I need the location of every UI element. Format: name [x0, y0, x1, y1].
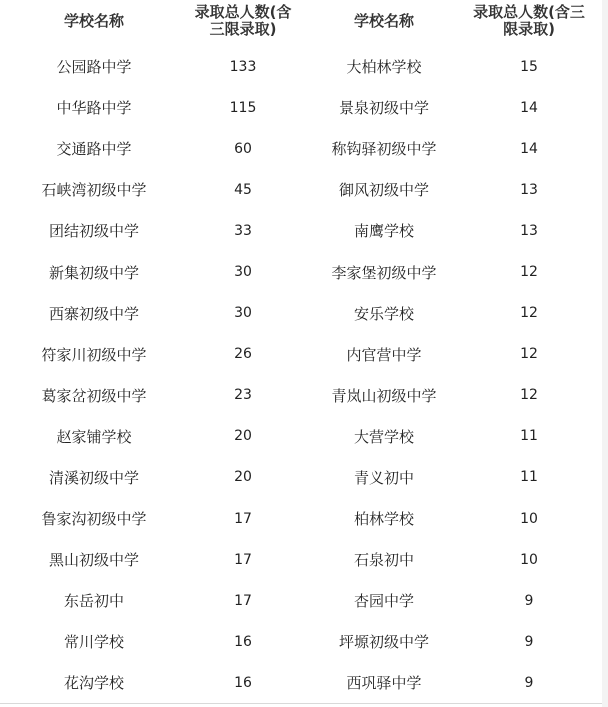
school-name-cell: 中华路中学	[56, 99, 132, 118]
admission-count-cell: 17	[234, 551, 252, 568]
school-name-cell: 御风初级中学	[338, 181, 429, 200]
school-name-cell: 内官营中学	[346, 345, 422, 364]
school-name-cell: 坪塬初级中学	[338, 633, 429, 652]
admission-count-cell: 9	[524, 592, 534, 609]
school-name-cell: 东岳初中	[63, 592, 124, 611]
school-name-cell: 西巩驿中学	[346, 674, 422, 693]
admission-count-cell: 9	[524, 633, 534, 650]
school-name-cell: 柏林学校	[353, 510, 414, 529]
admission-count-cell: 12	[520, 387, 538, 404]
table-row	[0, 539, 608, 580]
header-school-name-left: 学校名称	[63, 11, 124, 30]
admission-count-cell: 17	[234, 592, 252, 609]
admission-count-cell: 26	[234, 346, 252, 363]
table-body	[0, 46, 608, 704]
admission-count-cell: 15	[520, 58, 538, 75]
admission-count-cell: 14	[520, 99, 538, 116]
school-name-cell: 景泉初级中学	[338, 99, 429, 118]
table-header	[0, 0, 608, 42]
school-name-cell: 常川学校	[63, 633, 124, 652]
admission-count-cell: 30	[234, 305, 252, 322]
school-name-cell: 南鹰学校	[353, 222, 414, 241]
school-name-cell: 西寨初级中学	[48, 304, 139, 323]
table-row	[0, 46, 608, 87]
school-name-cell: 鲁家沟初级中学	[41, 510, 147, 529]
table-row	[0, 662, 608, 703]
school-name-cell: 大柏林学校	[346, 58, 422, 77]
school-name-cell: 大营学校	[353, 427, 414, 446]
admission-count-cell: 12	[520, 264, 538, 281]
header-admission-count-left: 录取总人数(含三限录取)	[194, 3, 292, 38]
table-row	[0, 251, 608, 292]
admission-count-cell: 13	[520, 222, 538, 239]
admission-count-cell: 60	[234, 140, 252, 157]
admission-count-cell: 23	[234, 387, 252, 404]
school-name-cell: 青义初中	[353, 468, 414, 487]
table-row	[0, 334, 608, 375]
school-name-cell: 杏园中学	[353, 592, 414, 611]
school-name-cell: 石泉初中	[353, 551, 414, 570]
admission-count-cell: 16	[234, 674, 252, 691]
school-name-cell: 称钩驿初级中学	[331, 140, 437, 159]
header-school-name-right: 学校名称	[353, 11, 414, 30]
school-name-cell: 石峡湾初级中学	[41, 181, 147, 200]
admission-count-cell: 11	[520, 428, 538, 445]
admission-count-cell: 45	[234, 181, 252, 198]
admission-count-cell: 16	[234, 633, 252, 650]
admission-count-cell: 20	[234, 469, 252, 486]
table-row	[0, 580, 608, 621]
table-row	[0, 498, 608, 539]
school-name-cell: 符家川初级中学	[41, 345, 147, 364]
table-row	[0, 457, 608, 498]
admission-count-cell: 12	[520, 346, 538, 363]
header-admission-count-right: 录取总人数(含三限录取)	[473, 3, 585, 38]
school-name-cell: 青岚山初级中学	[331, 386, 437, 405]
admission-count-cell: 10	[520, 551, 538, 568]
admission-count-cell: 12	[520, 305, 538, 322]
table-row	[0, 621, 608, 662]
admission-count-cell: 13	[520, 181, 538, 198]
school-name-cell: 葛家岔初级中学	[41, 386, 147, 405]
table-bottom-divider	[0, 703, 608, 704]
admission-count-cell: 20	[234, 428, 252, 445]
school-name-cell: 赵家铺学校	[56, 427, 132, 446]
admission-count-cell: 115	[229, 99, 257, 116]
school-name-cell: 花沟学校	[63, 674, 124, 693]
admission-count-cell: 30	[234, 264, 252, 281]
admission-count-cell: 9	[524, 674, 534, 691]
admission-count-cell: 17	[234, 510, 252, 527]
table-row	[0, 293, 608, 334]
scrollbar-track[interactable]	[602, 0, 608, 707]
school-name-cell: 公园路中学	[56, 58, 132, 77]
table-row	[0, 416, 608, 457]
admission-count-cell: 11	[520, 469, 538, 486]
school-name-cell: 清溪初级中学	[48, 468, 139, 487]
admission-count-cell: 10	[520, 510, 538, 527]
table-row	[0, 169, 608, 210]
admission-count-cell: 33	[234, 222, 252, 239]
school-name-cell: 交通路中学	[56, 140, 132, 159]
school-name-cell: 黑山初级中学	[48, 551, 139, 570]
table-row	[0, 210, 608, 251]
school-name-cell: 新集初级中学	[48, 263, 139, 282]
school-name-cell: 团结初级中学	[48, 222, 139, 241]
admission-count-cell: 14	[520, 140, 538, 157]
school-name-cell: 李家堡初级中学	[331, 263, 437, 282]
admission-count-cell: 133	[229, 58, 257, 75]
school-name-cell: 安乐学校	[353, 304, 414, 323]
table-row	[0, 128, 608, 169]
table-row	[0, 87, 608, 128]
table-row	[0, 375, 608, 416]
